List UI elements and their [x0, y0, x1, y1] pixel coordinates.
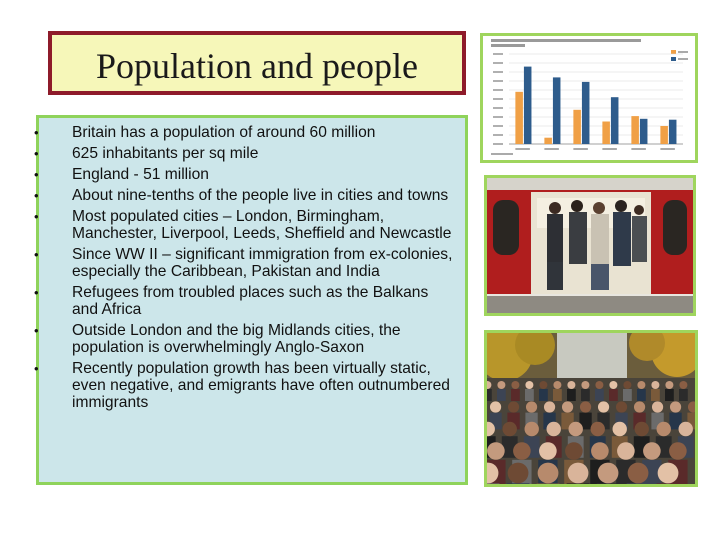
bar-blue	[553, 77, 561, 144]
crowd-head	[511, 381, 519, 389]
crowd-body	[511, 389, 520, 401]
crowd-body	[487, 483, 499, 484]
bullet-text: Since WW II – significant immigration from ex-colonies, especially the Caribbean, Pakistan and India	[72, 246, 453, 280]
bullet-dot-icon: •	[34, 361, 39, 376]
crowd-body	[637, 389, 646, 401]
crowd-body	[525, 389, 534, 401]
bullet-text: 625 inhabitants per sq mile	[72, 145, 259, 162]
tick-label-line	[493, 71, 503, 73]
crowd-head	[508, 463, 529, 484]
bullet-dot-icon: •	[34, 146, 39, 161]
bullet-text: England - 51 million	[72, 166, 209, 183]
crowd-body	[497, 389, 506, 401]
crowd-body	[651, 389, 660, 401]
bar-orange	[602, 122, 610, 145]
tick-label-line	[493, 80, 503, 82]
category-label-line	[602, 148, 617, 150]
crowd-head	[634, 401, 645, 412]
tick-label-line	[493, 134, 503, 136]
bullet-item	[34, 166, 457, 183]
crowd-head	[616, 401, 627, 412]
crowd-head	[547, 422, 561, 436]
crowd-head	[679, 381, 687, 389]
crowd-head	[562, 401, 573, 412]
crowd-body	[567, 483, 590, 484]
bullet-dot-icon: •	[34, 167, 39, 182]
tick-label-line	[493, 53, 503, 55]
category-label-line	[544, 148, 559, 150]
category-label-line	[631, 148, 646, 150]
legend-swatch	[671, 57, 676, 61]
bullet-item	[34, 145, 457, 162]
chart-caption-line	[491, 44, 525, 47]
crowd-head	[553, 381, 561, 389]
bar-orange	[573, 110, 581, 144]
bullet-item	[34, 284, 457, 318]
bullet-text: Most populated cities – London, Birmingham, Manchester, Liverpool, Leeds, Sheffield and Newcastle	[72, 208, 452, 242]
bar-blue	[524, 67, 532, 144]
bullet-item	[34, 246, 457, 280]
bullet-text: Outside London and the big Midlands cities, the population is overwhelmingly Anglo-Saxon	[72, 322, 401, 356]
bullet-text: Recently population growth has been virtually static, even negative, and emigrants have often outnumbered immigrants	[72, 360, 450, 411]
crowd-head	[617, 442, 635, 460]
crowd-body	[487, 389, 492, 401]
crowd-head	[581, 381, 589, 389]
crowd-head	[652, 401, 663, 412]
bar-orange	[515, 92, 523, 144]
bullet-text: About nine-tenths of the people live in cities and towns	[72, 187, 449, 204]
crowd-head	[657, 422, 671, 436]
crowd-head	[487, 442, 505, 460]
bullet-list	[34, 124, 457, 415]
chart-frame	[480, 33, 698, 163]
crowd-head	[544, 401, 555, 412]
crowd-head	[490, 401, 501, 412]
bar-orange	[660, 126, 668, 144]
bullet-dot-icon: •	[34, 247, 39, 262]
crowd-body	[507, 483, 530, 484]
crowd-head	[567, 381, 575, 389]
bullet-dot-icon: •	[34, 188, 39, 203]
crowd-head	[679, 422, 693, 436]
crowd-head	[598, 463, 619, 484]
crowd-body	[679, 389, 688, 401]
crowd-head	[526, 401, 537, 412]
crowd-head	[669, 442, 687, 460]
bullet-dot-icon: •	[34, 125, 39, 140]
legend-swatch	[671, 50, 676, 54]
bar-blue	[582, 82, 590, 144]
crowd-body	[627, 483, 650, 484]
crowd-head	[525, 381, 533, 389]
tick-label-line	[493, 125, 503, 127]
bullet-dot-icon: •	[34, 209, 39, 224]
crowd-head	[670, 401, 681, 412]
bullet-panel	[36, 115, 468, 485]
bullet-text: Refugees from troubled places such as the Balkans and Africa	[72, 284, 429, 318]
tick-label-line	[493, 116, 503, 118]
crowd-body	[665, 389, 674, 401]
crowd-head	[569, 422, 583, 436]
bar-blue	[611, 97, 619, 144]
bar-chart	[483, 36, 695, 160]
crowd-head	[591, 422, 605, 436]
crowd-body	[581, 389, 590, 401]
bar-orange	[631, 116, 639, 144]
crowd-head	[568, 463, 589, 484]
bar-blue	[640, 119, 648, 144]
tick-label-line	[493, 98, 503, 100]
crowd-head	[565, 442, 583, 460]
crowd-head	[598, 401, 609, 412]
tick-label-line	[493, 89, 503, 91]
bullet-item	[34, 124, 457, 141]
crowd-body	[567, 389, 576, 401]
crowd-body	[609, 389, 618, 401]
crowd-head	[503, 422, 517, 436]
crowd-body	[597, 483, 620, 484]
title-box	[48, 31, 466, 95]
crowd-head	[513, 442, 531, 460]
chart-caption-line	[491, 39, 641, 42]
crowd-head	[497, 381, 505, 389]
crowd-head	[613, 422, 627, 436]
crowd-head	[658, 463, 679, 484]
category-label-line	[660, 148, 675, 150]
crowd-head	[609, 381, 617, 389]
crowd-head	[580, 401, 591, 412]
crowd-head	[665, 381, 673, 389]
category-label-line	[573, 148, 588, 150]
category-label-line	[515, 148, 530, 150]
crowd-head	[525, 422, 539, 436]
crowd-head	[539, 442, 557, 460]
bullet-item	[34, 360, 457, 411]
photo-crowd	[484, 330, 698, 487]
bullet-dot-icon: •	[34, 285, 39, 300]
crowd-body	[623, 389, 632, 401]
crowd-head	[643, 442, 661, 460]
tick-label-line	[493, 143, 503, 145]
tick-label-line	[493, 62, 503, 64]
crowd-body	[595, 389, 604, 401]
crowd-illustration	[487, 333, 695, 484]
legend-label-line	[678, 51, 688, 53]
crowd-head	[538, 463, 559, 484]
bullet-dot-icon: •	[34, 323, 39, 338]
crowd-head	[628, 463, 649, 484]
bullet-item	[34, 322, 457, 356]
crowd-body	[657, 483, 680, 484]
crowd-body	[537, 483, 560, 484]
crowd-body	[553, 389, 562, 401]
crowd-head	[539, 381, 547, 389]
crowd-head	[508, 401, 519, 412]
crowd-head	[595, 381, 603, 389]
bullet-item	[34, 208, 457, 242]
bullet-text: Britain has a population of around 60 million	[72, 124, 376, 141]
tube-train-illustration	[487, 178, 693, 313]
crowd-head	[651, 381, 659, 389]
tick-label-line	[493, 107, 503, 109]
crowd-head	[637, 381, 645, 389]
crowd-head	[635, 422, 649, 436]
crowd-head	[591, 442, 609, 460]
crowd-head	[623, 381, 631, 389]
source-note-line	[491, 153, 513, 155]
page-title: Population and people	[96, 46, 418, 86]
legend-label-line	[678, 58, 688, 60]
photo-tube-train	[484, 175, 696, 316]
bullet-item	[34, 187, 457, 204]
bar-blue	[669, 120, 677, 144]
crowd-body	[539, 389, 548, 401]
bar-orange	[544, 138, 552, 144]
